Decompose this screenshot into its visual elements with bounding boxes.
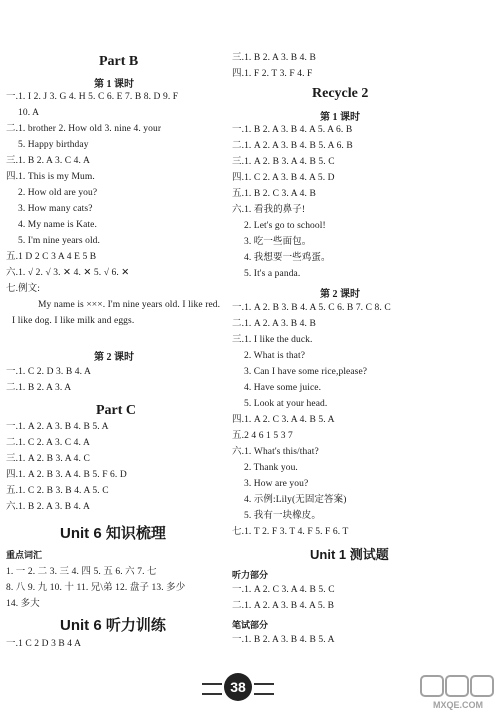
answer-line: 三.1. B 2. A 3. B 4. B — [232, 53, 316, 63]
heading-lesson-1: 第 1 课时 — [94, 79, 134, 90]
heading-listening: 听力部分 — [232, 570, 269, 580]
heading-unit1-test: Unit 1 测试题 — [310, 547, 389, 562]
page-number-ornament — [202, 683, 222, 695]
heading-unit6-listening: Unit 6 听力训练 — [60, 617, 166, 634]
answer-line: 四.1. F 2. T 3. F 4. F — [232, 69, 313, 79]
answer-line: 二.1. A 2. A 3. B 4. B 5. A 6. B — [232, 141, 353, 151]
answer-line: 一.1. C 2. D 3. B 4. A — [6, 367, 91, 377]
answer-line: 2. Let's go to school! — [244, 221, 326, 231]
heading-writing: 笔试部分 — [232, 620, 269, 630]
answer-line: 三.1. B 2. A 3. C 4. A — [6, 156, 90, 166]
answer-line: 一.1. A 2. C 3. A 4. B 5. C — [232, 585, 335, 595]
answer-line: 一.1 C 2 D 3 B 4 A — [6, 639, 82, 649]
page-number-ornament — [254, 683, 274, 695]
answer-line: 1. 一 2. 二 3. 三 4. 四 5. 五 6. 六 7. 七 — [6, 567, 157, 577]
answer-line: 3. How many cats? — [18, 204, 93, 214]
answer-line: 三.1. I like the duck. — [232, 335, 313, 345]
answer-line: 七.1. T 2. F 3. T 4. F 5. F 6. T — [232, 527, 349, 537]
answer-line: 5. I'm nine years old. — [18, 236, 101, 246]
answer-line: 14. 多大 — [6, 599, 40, 609]
answer-line: 五.2 4 6 1 5 3 7 — [232, 431, 293, 441]
answer-line: 二.1. brother 2. How old 3. nine 4. your — [6, 124, 162, 134]
answer-line: 3. Can I have some rice,please? — [244, 367, 368, 377]
answer-line: 一.1. B 2. A 3. B 4. A 5. A 6. B — [232, 125, 353, 135]
answer-line: 5. Happy birthday — [18, 140, 89, 150]
answer-line: 三.1. A 2. B 3. A 4. B 5. C — [232, 157, 335, 167]
answer-line: 二.1. A 2. A 3. B 4. A 5. B — [232, 601, 335, 611]
answer-line: 二.1. A 2. A 3. B 4. B — [232, 319, 316, 329]
heading-lesson-1: 第 1 课时 — [320, 112, 360, 123]
page-number: 38 — [224, 673, 252, 701]
svg-text:MXQE.COM: MXQE.COM — [432, 700, 484, 710]
answer-line: 2. Thank you. — [244, 463, 298, 473]
answer-line: 一.1. I 2. J 3. G 4. H 5. C 6. E 7. B 8. D 9. F — [6, 92, 179, 102]
heading-unit6-knowledge: Unit 6 知识梳理 — [60, 525, 166, 542]
heading-recycle-2: Recycle 2 — [312, 86, 369, 101]
answer-line: 六.1. √ 2. √ 3. ✕ 4. ✕ 5. √ 6. ✕ — [6, 268, 130, 278]
answer-line: 四.1. C 2. A 3. B 4. A 5. D — [232, 173, 335, 183]
answer-line: I like dog. I like milk and eggs. — [12, 316, 135, 326]
answer-line: 二.1. C 2. A 3. C 4. A — [6, 438, 90, 448]
answer-line: 10. A — [18, 108, 40, 118]
answer-line: 5. 我有一块橡皮。 — [244, 511, 322, 521]
answer-line: 四.1. This is my Mum. — [6, 172, 95, 182]
answer-line: 六.1. B 2. A 3. B 4. A — [6, 502, 90, 512]
answer-line: 四.1. A 2. C 3. A 4. B 5. A — [232, 415, 335, 425]
answer-line: 4. 我想要一些鸡蛋。 — [244, 253, 331, 263]
watermark-logo — [420, 675, 496, 713]
answer-line: 4. 示例:Lily(无固定答案) — [244, 495, 347, 505]
answer-line: 五.1 D 2 C 3 A 4 E 5 B — [6, 252, 97, 262]
answer-line: 2. How old are you? — [18, 188, 98, 198]
heading-lesson-2: 第 2 课时 — [94, 352, 134, 363]
answer-line: 七.例文: — [6, 284, 41, 294]
answer-line: 三.1. A 2. B 3. A 4. C — [6, 454, 90, 464]
answer-line: 5. Look at your head. — [244, 399, 328, 409]
answer-line: 8. 八 9. 九 10. 十 11. 兄\弟 12. 盘子 13. 多少 — [6, 583, 186, 593]
answer-line: 2. What is that? — [244, 351, 306, 361]
answer-line: 3. How are you? — [244, 479, 309, 489]
answer-line: 五.1. B 2. C 3. A 4. B — [232, 189, 316, 199]
answer-line: 一.1. A 2. B 3. B 4. A 5. C 6. B 7. C 8. C — [232, 303, 391, 313]
answer-line: 一.1. B 2. A 3. B 4. B 5. A — [232, 635, 335, 645]
heading-key-words: 重点词汇 — [6, 550, 43, 560]
answer-line: 六.1. 看我的鼻子! — [232, 205, 306, 215]
answer-line: 5. It's a panda. — [244, 269, 301, 279]
heading-part-b: Part B — [99, 54, 139, 69]
heading-part-c: Part C — [96, 403, 137, 418]
answer-line: My name is ×××. I'm nine years old. I like red. — [38, 300, 221, 310]
answer-line: 3. 吃一些面包。 — [244, 237, 312, 247]
answer-line: 六.1. What's this/that? — [232, 447, 319, 457]
answer-line: 4. Have some juice. — [244, 383, 322, 393]
answer-line: 五.1. C 2. B 3. B 4. A 5. C — [6, 486, 109, 496]
answer-line: 四.1. A 2. B 3. A 4. B 5. F 6. D — [6, 470, 127, 480]
answer-line: 二.1. B 2. A 3. A — [6, 383, 72, 393]
heading-lesson-2: 第 2 课时 — [320, 289, 360, 300]
answer-line: 一.1. A 2. A 3. B 4. B 5. A — [6, 422, 109, 432]
answer-line: 4. My name is Kate. — [18, 220, 97, 230]
